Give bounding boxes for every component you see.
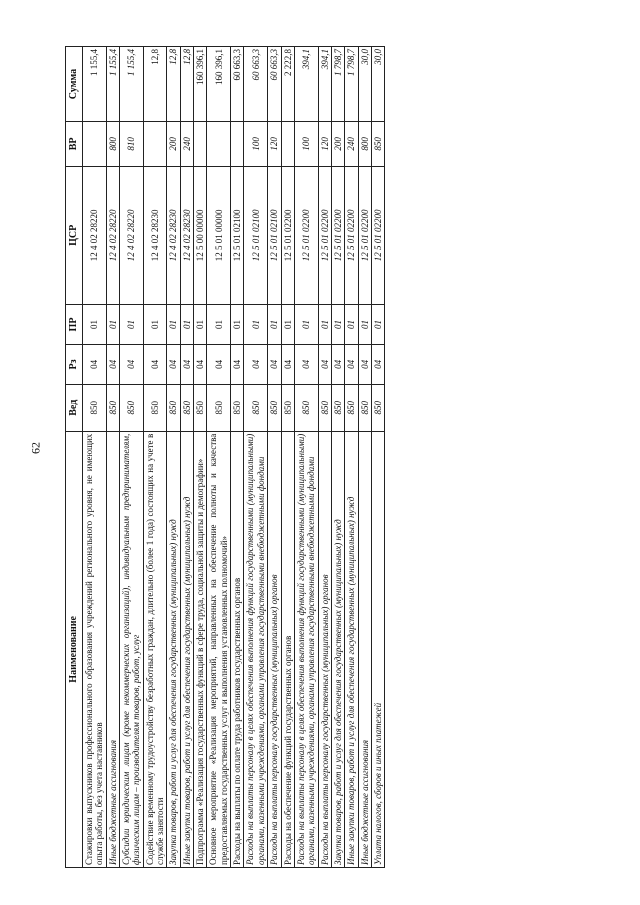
cell-sum: 12,8 <box>180 47 193 122</box>
cell-vr: 200 <box>331 122 344 167</box>
header-csr: ЦСР <box>66 166 83 304</box>
cell-csr: 12 5 01 02100 <box>231 166 244 304</box>
cell-pr: 01 <box>194 305 207 345</box>
cell-sum: 30,0 <box>371 47 384 122</box>
cell-vr: 120 <box>268 122 281 167</box>
cell-csr: 12 5 01 02200 <box>371 166 384 304</box>
cell-rz: 04 <box>167 344 180 384</box>
cell-name: Иные закупки товаров, работ и услуг для обеспечения государственных (муниципальных) нужд <box>180 431 193 867</box>
cell-pr: 01 <box>318 305 331 345</box>
cell-vr <box>281 122 294 167</box>
cell-sum: 160 396,1 <box>194 47 207 122</box>
cell-ved: 850 <box>231 384 244 431</box>
cell-ved: 850 <box>281 384 294 431</box>
cell-name: Иные закупки товаров, работ и услуг для обеспечения государственных (муниципальных) нужд <box>345 431 358 867</box>
cell-pr: 01 <box>180 305 193 345</box>
cell-csr: 12 4 02 28220 <box>83 166 107 304</box>
cell-sum: 12,8 <box>167 47 180 122</box>
cell-ved: 850 <box>318 384 331 431</box>
cell-ved: 850 <box>207 384 231 431</box>
cell-name: Расходы на выплаты персоналу государственных (муниципальных) органов <box>268 431 281 867</box>
table-row <box>194 47 207 868</box>
table-row <box>167 47 180 868</box>
cell-ved: 850 <box>143 384 167 431</box>
cell-sum: 1 155,4 <box>83 47 107 122</box>
table-row <box>106 47 119 868</box>
cell-csr: 12 5 01 00000 <box>207 166 231 304</box>
cell-csr: 12 4 02 28230 <box>143 166 167 304</box>
table-row <box>331 47 344 868</box>
cell-rz: 04 <box>106 344 119 384</box>
table-row <box>244 47 268 868</box>
cell-pr: 01 <box>331 305 344 345</box>
table-body <box>83 47 385 868</box>
table-row <box>143 47 167 868</box>
cell-ved: 850 <box>345 384 358 431</box>
table-row <box>180 47 193 868</box>
cell-pr: 01 <box>268 305 281 345</box>
header-name: Наименование <box>66 431 83 867</box>
cell-pr: 01 <box>207 305 231 345</box>
cell-name: Расходы на выплаты по оплате труда работников государственных органов <box>231 431 244 867</box>
cell-name: Содействие временному трудоустройству безработных граждан, длительно (более 1 года) состоящих на учете в службе занятости <box>143 431 167 867</box>
cell-vr <box>143 122 167 167</box>
cell-csr: 12 5 01 02100 <box>268 166 281 304</box>
cell-rz: 04 <box>143 344 167 384</box>
cell-ved: 850 <box>358 384 371 431</box>
header-sum: Сумма <box>66 47 83 122</box>
rotated-page <box>65 46 595 868</box>
cell-ved: 850 <box>83 384 107 431</box>
cell-csr: 12 5 01 02200 <box>294 166 318 304</box>
cell-rz: 04 <box>345 344 358 384</box>
cell-pr: 01 <box>167 305 180 345</box>
cell-vr: 240 <box>345 122 358 167</box>
page-number: 62 <box>28 442 43 454</box>
header-vr: ВР <box>66 122 83 167</box>
cell-sum: 60 663,3 <box>231 47 244 122</box>
cell-vr <box>231 122 244 167</box>
cell-rz: 04 <box>194 344 207 384</box>
cell-name: Расходы на обеспечение функций государственных органов <box>281 431 294 867</box>
cell-name: Подпрограмма «Реализация государственных функций в сфере труда, социальной защиты и демографии» <box>194 431 207 867</box>
cell-sum: 60 663,3 <box>244 47 268 122</box>
table-row <box>358 47 371 868</box>
header-ved: Вед <box>66 384 83 431</box>
cell-pr: 01 <box>231 305 244 345</box>
cell-csr: 12 4 02 28230 <box>180 166 193 304</box>
cell-rz: 04 <box>358 344 371 384</box>
cell-name: Уплата налогов, сборов и иных платежей <box>371 431 384 867</box>
cell-ved: 850 <box>106 384 119 431</box>
header-rz: Рз <box>66 344 83 384</box>
cell-sum: 2 222,8 <box>281 47 294 122</box>
cell-csr: 12 4 02 28220 <box>120 166 144 304</box>
cell-rz: 04 <box>231 344 244 384</box>
cell-sum: 160 396,1 <box>207 47 231 122</box>
cell-ved: 850 <box>120 384 144 431</box>
cell-rz: 04 <box>180 344 193 384</box>
cell-pr: 01 <box>281 305 294 345</box>
cell-name: Стажировки выпускников профессионального образования учреждений регионального уровня, не имеющих опыта работы, без учета наставников <box>83 431 107 867</box>
cell-name: Расходы на выплаты персоналу в целях обеспечения выполнения функций государственными (муниципальными) органами, казенными учреждениями, органами управления государственными внебюджетными фондами <box>294 431 318 867</box>
cell-ved: 850 <box>331 384 344 431</box>
cell-sum: 394,1 <box>318 47 331 122</box>
cell-pr: 01 <box>358 305 371 345</box>
cell-csr: 12 4 02 28230 <box>167 166 180 304</box>
cell-rz: 04 <box>268 344 281 384</box>
cell-name: Основное мероприятие «Реализация мероприятий, направленных на обеспечение полноты и качества предоставляемых государственных услуг и выполнения установленных полномочий» <box>207 431 231 867</box>
cell-csr: 12 4 02 28220 <box>106 166 119 304</box>
cell-ved: 850 <box>244 384 268 431</box>
cell-pr: 01 <box>143 305 167 345</box>
cell-rz: 04 <box>83 344 107 384</box>
cell-rz: 04 <box>318 344 331 384</box>
cell-pr: 01 <box>371 305 384 345</box>
cell-pr: 01 <box>345 305 358 345</box>
cell-name: Иные бюджетные ассигнования <box>358 431 371 867</box>
cell-ved: 850 <box>268 384 281 431</box>
cell-name: Иные бюджетные ассигнования <box>106 431 119 867</box>
cell-rz: 04 <box>331 344 344 384</box>
cell-vr: 800 <box>358 122 371 167</box>
table-row <box>318 47 331 868</box>
cell-sum: 1 798,7 <box>345 47 358 122</box>
cell-sum: 30,0 <box>358 47 371 122</box>
cell-vr <box>194 122 207 167</box>
cell-pr: 01 <box>120 305 144 345</box>
cell-csr: 12 5 01 02200 <box>331 166 344 304</box>
cell-sum: 1 155,4 <box>120 47 144 122</box>
cell-pr: 01 <box>106 305 119 345</box>
table-row <box>207 47 231 868</box>
cell-rz: 04 <box>244 344 268 384</box>
cell-sum: 1 798,7 <box>331 47 344 122</box>
cell-name: Закупка товаров, работ и услуг для обеспечения государственных (муниципальных) нужд <box>331 431 344 867</box>
cell-csr: 12 5 01 02100 <box>244 166 268 304</box>
cell-vr: 100 <box>244 122 268 167</box>
table-row <box>294 47 318 868</box>
cell-sum: 1 155,4 <box>106 47 119 122</box>
cell-sum: 60 663,3 <box>268 47 281 122</box>
table-row <box>345 47 358 868</box>
cell-vr: 100 <box>294 122 318 167</box>
cell-csr: 12 5 00 00000 <box>194 166 207 304</box>
table-row <box>83 47 107 868</box>
cell-pr: 01 <box>294 305 318 345</box>
cell-vr <box>83 122 107 167</box>
table-row <box>371 47 384 868</box>
cell-ved: 850 <box>194 384 207 431</box>
cell-name: Расходы на выплаты персоналу государственных (муниципальных) органов <box>318 431 331 867</box>
cell-rz: 04 <box>120 344 144 384</box>
cell-pr: 01 <box>83 305 107 345</box>
table-row <box>120 47 144 868</box>
budget-table <box>65 46 385 868</box>
cell-ved: 850 <box>371 384 384 431</box>
cell-vr: 120 <box>318 122 331 167</box>
table-row <box>231 47 244 868</box>
cell-csr: 12 5 01 02200 <box>318 166 331 304</box>
cell-ved: 850 <box>180 384 193 431</box>
cell-vr: 200 <box>167 122 180 167</box>
cell-vr: 240 <box>180 122 193 167</box>
cell-sum: 394,1 <box>294 47 318 122</box>
cell-rz: 04 <box>371 344 384 384</box>
cell-ved: 850 <box>294 384 318 431</box>
cell-csr: 12 5 01 02200 <box>345 166 358 304</box>
cell-pr: 01 <box>244 305 268 345</box>
cell-name: Субсидии юридическим лицам (кроме некоммерческих организаций), индивидуальным предпринимателям, физическим лицам – производителям товаров, работ, услуг <box>120 431 144 867</box>
cell-csr: 12 5 01 02200 <box>281 166 294 304</box>
cell-vr: 850 <box>371 122 384 167</box>
table-row <box>268 47 281 868</box>
table-row <box>281 47 294 868</box>
cell-vr: 810 <box>120 122 144 167</box>
cell-sum: 12,8 <box>143 47 167 122</box>
cell-rz: 04 <box>294 344 318 384</box>
cell-name: Расходы на выплаты персоналу в целях обеспечения выполнения функций государственными (муниципальными) органами, казенными учреждениями, органами управления государственными внебюджетными фондами <box>244 431 268 867</box>
cell-rz: 04 <box>207 344 231 384</box>
cell-csr: 12 5 01 02200 <box>358 166 371 304</box>
cell-ved: 850 <box>167 384 180 431</box>
cell-vr <box>207 122 231 167</box>
cell-vr: 800 <box>106 122 119 167</box>
header-pr: ПР <box>66 305 83 345</box>
cell-rz: 04 <box>281 344 294 384</box>
table-header-row <box>66 47 83 868</box>
cell-name: Закупка товаров, работ и услуг для обеспечения государственных (муниципальных) нужд <box>167 431 180 867</box>
